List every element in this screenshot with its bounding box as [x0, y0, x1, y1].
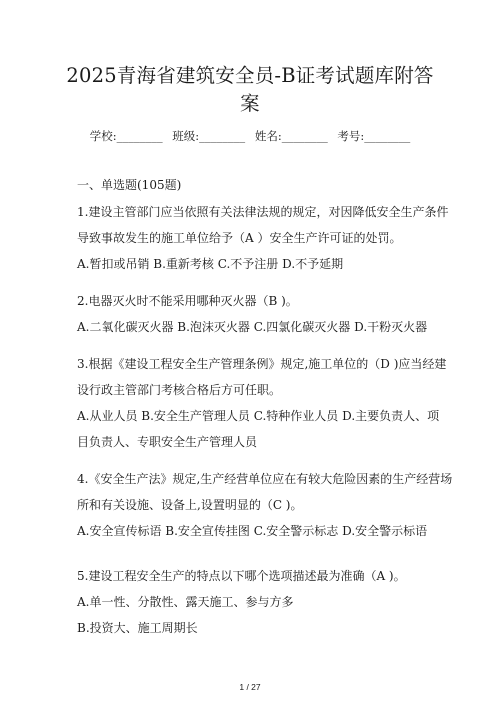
question-1-line-1: 1.建设主管部门应当依照有关法律法规的规定，对因降低安全生产条件	[77, 205, 449, 219]
question-2-options: A.二氧化碳灭火器 B.泡沫灭火器 C.四氯化碳灭火器 D.干粉灭火器	[77, 320, 428, 334]
student-info-line	[0, 128, 500, 144]
question-3-options-line-1: A.从业人员 B.安全生产管理人员 C.特种作业人员 D.主要负责人、项	[77, 409, 440, 423]
page-number: 1 / 27	[239, 682, 261, 692]
document-title	[60, 62, 440, 118]
question-4-line-1: 4.《安全生产法》规定,生产经营单位应在有较大危险因素的生产经营场	[77, 472, 453, 486]
question-4-options: A.安全宣传标语 B.安全宣传挂图 C.安全警示标志 D.安全警示标语	[77, 524, 428, 538]
question-3-line-1: 3.根据《建设工程安全生产管理条例》规定,施工单位的（D )应当经建	[77, 357, 447, 371]
title-line-2: 案	[240, 92, 260, 115]
question-4-line-2: 所和有关设施、设备上,设置明显的（C )。	[77, 498, 303, 512]
school-field: 学校:________	[89, 129, 163, 143]
question-3-line-2: 设行政主管部门考核合格后方可任职。	[77, 383, 282, 397]
exam-number-field: 考号:________	[337, 129, 411, 143]
name-field: 姓名:________	[254, 129, 328, 143]
section-heading: 一、单选题(105题)	[77, 178, 182, 192]
question-3-options-line-2: 目负责人、专职安全生产管理人员	[77, 435, 258, 449]
question-2-line-1: 2.电器灭火时不能采用哪种灭火器（B )。	[77, 294, 298, 308]
question-1-line-2: 导致事故发生的施工单位给予（A ）安全生产许可证的处罚。	[77, 231, 402, 245]
question-5-options-line-1: A.单一性、分散性、露天施工、参与方多	[77, 595, 294, 609]
title-line-1: 2025青海省建筑安全员-B证考试题库附答	[66, 64, 434, 87]
question-1-options: A.暂扣或吊销 B.重新考核 C.不予注册 D.不予延期	[77, 257, 344, 271]
question-5-options-line-2: B.投资大、施工周期长	[77, 621, 198, 635]
question-5-line-1: 5.建设工程安全生产的特点以下哪个选项描述最为准确（A )。	[77, 569, 406, 583]
class-field: 班级:________	[172, 129, 246, 143]
